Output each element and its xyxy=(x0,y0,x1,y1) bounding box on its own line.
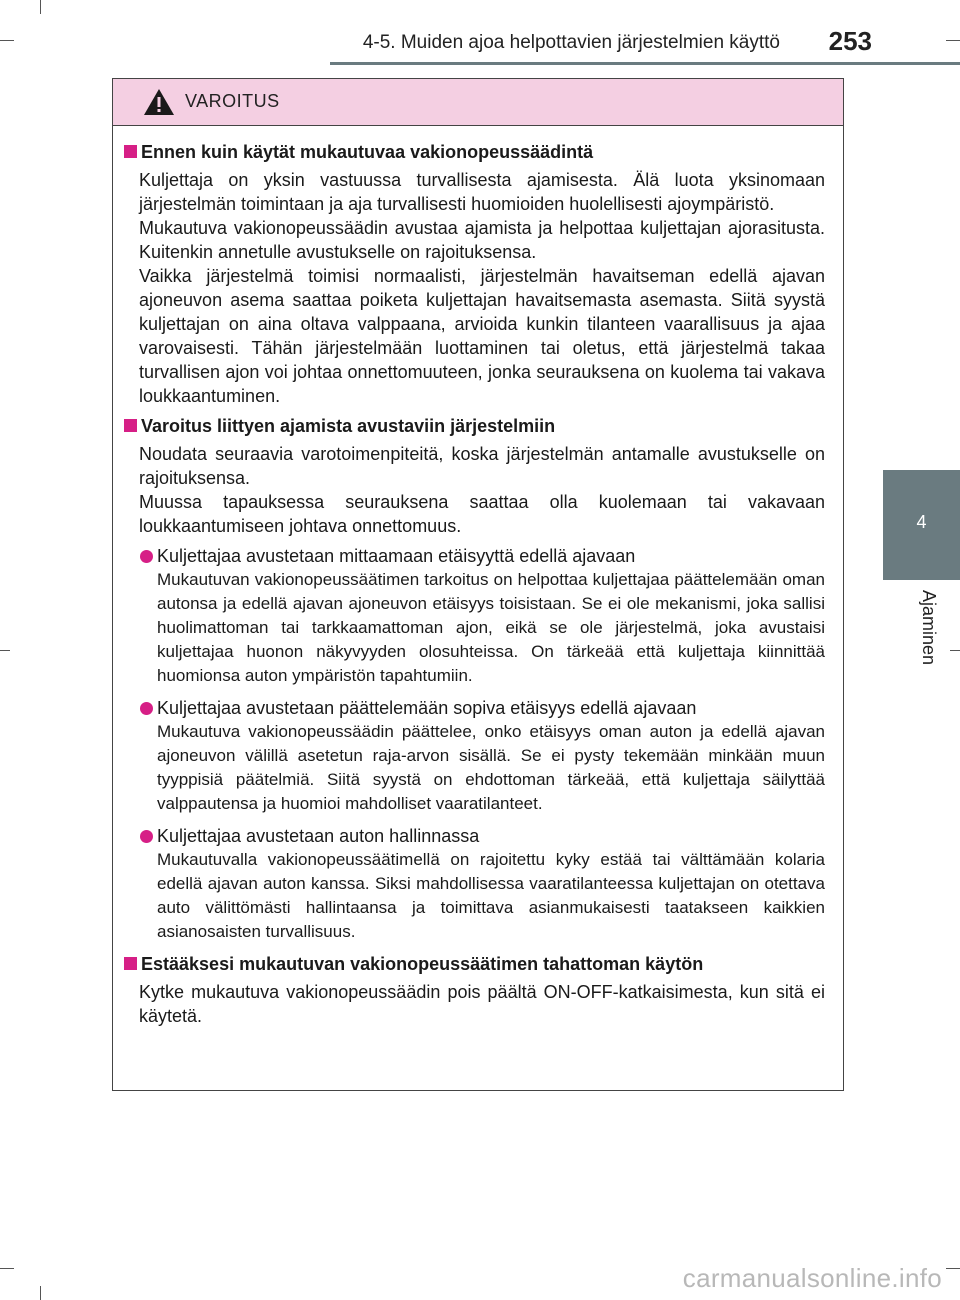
paragraph: Muussa tapauksessa seurauksena saattaa olla kuolemaan tai vakavaan loukkaantumiseen johtava onnettomuus. xyxy=(139,492,825,536)
round-bullet-icon xyxy=(140,830,153,843)
chapter-tab-number: 4 xyxy=(916,512,927,532)
section-text xyxy=(139,980,825,1028)
section-heading: Estääksesi mukautuvan vakionopeussäätimen tahattoman käytön xyxy=(123,952,825,976)
crop-mark xyxy=(40,0,41,14)
square-bullet-icon xyxy=(124,145,137,158)
crop-mark xyxy=(40,1286,41,1300)
crop-mark xyxy=(0,1268,14,1269)
section-heading: Ennen kuin käytät mukautuvaa vakionopeussäädintä xyxy=(123,140,825,164)
crop-mark xyxy=(0,650,10,651)
section-heading: Varoitus liittyen ajamista avustaviin järjestelmiin xyxy=(123,414,825,438)
crop-mark xyxy=(946,40,960,41)
page-header xyxy=(330,26,880,56)
round-bullet-icon xyxy=(140,550,153,563)
paragraph: Noudata seuraavia varotoimenpiteitä, koska järjestelmän antamalle avustukselle on rajoituksensa. xyxy=(139,444,825,488)
paragraph: Mukautuva vakionopeussäädin avustaa ajamista ja helpottaa kuljettajan ajorasitusta. Kuitenkin annetulle avustukselle on rajoituksensa. xyxy=(139,218,825,262)
square-bullet-icon xyxy=(124,419,137,432)
paragraph: Kuljettaja on yksin vastuussa turvallisesta ajamisesta. Älä luota yksinomaan järjestelmän toimintaan ja aja turvallisesti huomioiden huolellisesti ajoympäristö. xyxy=(139,170,825,214)
chapter-title: 4-5. Muiden ajoa helpottavien järjestelmien käyttö xyxy=(362,32,780,53)
list-item-title: Kuljettajaa avustetaan auton hallinnassa xyxy=(157,826,480,846)
chapter-tab-label: Ajaminen xyxy=(919,590,939,666)
paragraph: Kytke mukautuva vakionopeussäädin pois päältä ON-OFF-katkaisimesta, kun sitä ei käytetä. xyxy=(139,982,825,1026)
warning-body xyxy=(113,126,843,1028)
list-item-text: Mukautuva vakionopeussäädin päättelee, onko etäisyys oman auton ja edellä ajavan ajoneuvon välillä asetetun raja-arvon sisällä. Se ei pysty tekemään minkään muun tyyppisiä päätelmiä. Siitä syystä on ehdottoman tärkeää, että kuljettaja säilyttää valppautensa ja huomioi mahdolliset vaaratilanteet. xyxy=(157,722,825,813)
list-item xyxy=(139,696,825,816)
list-item xyxy=(139,544,825,688)
crop-mark xyxy=(0,40,14,41)
list-item-title: Kuljettajaa avustetaan päättelemään sopiva etäisyys edellä ajavaan xyxy=(157,698,697,718)
warning-header xyxy=(113,79,843,126)
section-text xyxy=(139,442,825,538)
section-text xyxy=(139,168,825,408)
square-bullet-icon xyxy=(124,957,137,970)
crop-mark xyxy=(950,650,960,651)
warning-box xyxy=(112,78,844,1091)
crop-mark xyxy=(946,1268,960,1269)
warning-title: VAROITUS xyxy=(185,91,280,111)
list-item-title: Kuljettajaa avustetaan mittaamaan etäisyyttä edellä ajavaan xyxy=(157,546,636,566)
list-item-text: Mukautuvalla vakionopeussäätimellä on rajoitettu kyky estää tai välttämään kolaria edellä ajavan auton kanssa. Siksi mahdollisessa vaaratilanteessa kuljettajan on otettava auto välittömästi hallintaansa ja toimittava asianmukaisesti taatakseen kaikkien asianosaisten turvallisuus. xyxy=(157,850,825,941)
round-bullet-icon xyxy=(140,702,153,715)
warning-triangle-icon xyxy=(143,87,175,117)
watermark[interactable]: carmanualsonline.info xyxy=(682,1263,942,1293)
header-rule xyxy=(330,62,960,65)
page-number: 253 xyxy=(828,26,872,56)
paragraph: Vaikka järjestelmä toimisi normaalisti, järjestelmän havaitseman edellä ajavan ajoneuvon asema saattaa poiketa kuljettajan havaitsemasta asemasta. Siitä syystä kuljettajan on aina oltava valppaana, arvioida kunkin tilanteen vaarallisuus ja ajaa varovaisesti. Tähän järjestelmään luottaminen tai oletus, että järjestelmä takaa turvallisen ajon voi johtaa onnettomuuteen, jonka seurauksena on kuolema tai vakava loukkaantuminen. xyxy=(139,266,825,406)
list-item-text: Mukautuvan vakionopeussäätimen tarkoitus on helpottaa kuljettajaa päättelemään oman autonsa ja edellä ajavan ajoneuvon etäisyys toisistaan. Se ei ole mekanismi, joka sallisi huolimattoman tai tarkkaamattoman ajon, eikä se ole järjestelmä, joka avustaisi kuljettajaa huonon näkyvyyden olosuhteissa. On tärkeää että kuljettaja kiinnittää huomionsa auton ympäristön tapahtumiin. xyxy=(157,570,825,685)
chapter-tab xyxy=(883,470,960,580)
list-item xyxy=(139,824,825,944)
